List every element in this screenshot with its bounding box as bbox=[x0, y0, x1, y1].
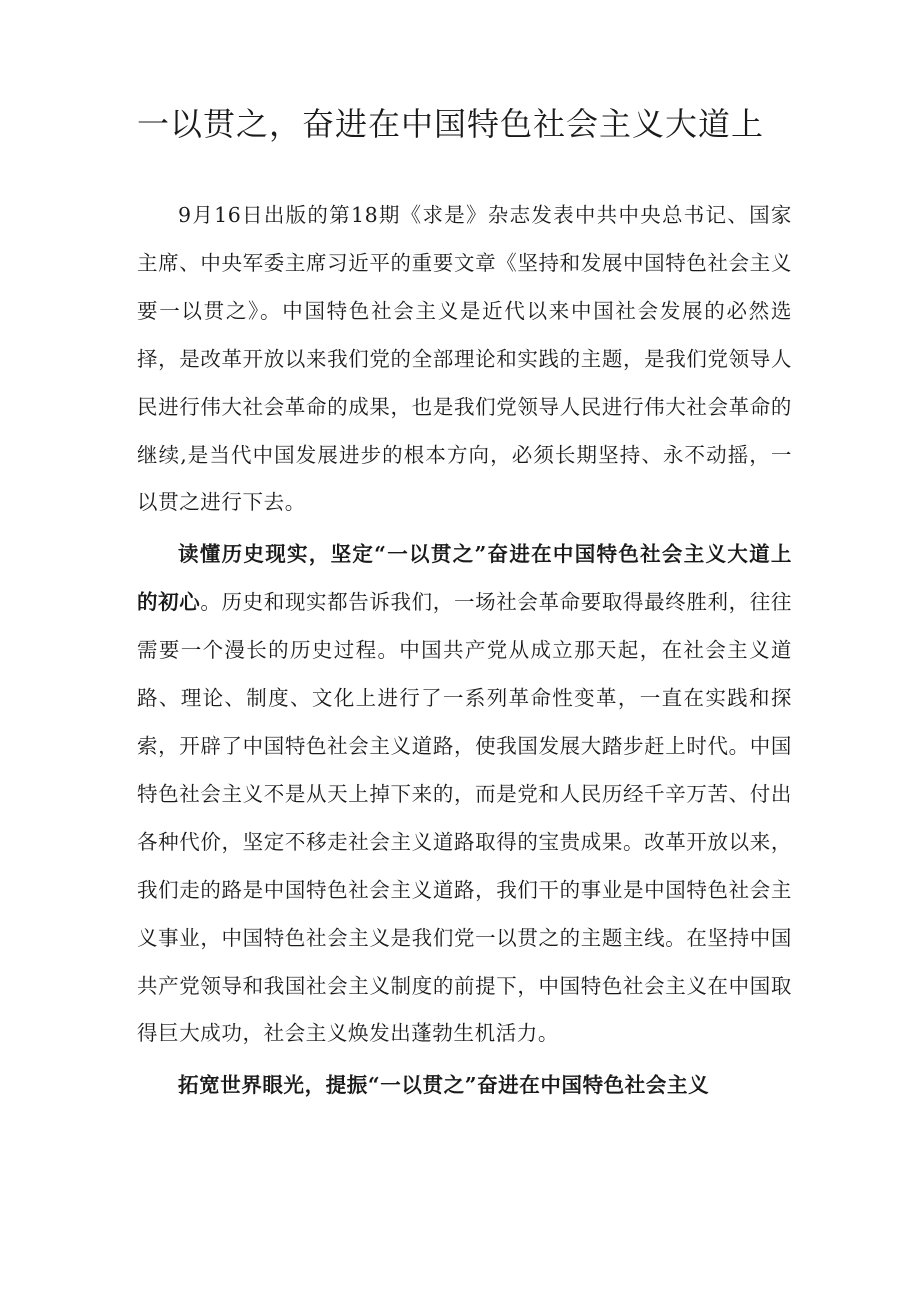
paragraph-intro bbox=[137, 192, 792, 527]
document-title: 一以贯之，奋进在中国特色社会主义大道上 bbox=[137, 105, 765, 143]
paragraph-text: 。历史和现实都告诉我们，一场社会革命要取得最终胜利，往往需要一个漫长的历史过程。中国共产党从成立那天起，在社会主义道路、理论、制度、文化上进行了一系列革命性变革，一直在实践和探索，开辟了中国特色社会主义道路，使我国发展大踏步赶上时代。中国特色社会主义不是从天上掉下来的，而是党和人民历经千辛万苦、付出各种代价，坚定不移走社会主义道路取得的宝贵成果。改革开放以来，我们走的路是中国特色社会主义道路，我们干的事业是中国特色社会主义事业，中国特色社会主义是我们党一以贯之的主题主线。在坚持中国共产党领导和我国社会主义制度的前提下，中国特色社会主义在中国取得巨大成功，社会主义焕发出蓬勃生机活力。 bbox=[137, 590, 792, 1046]
paragraph-lead: 拓宽世界眼光，提振“一以贯之”奋进在中国特色社会主义 bbox=[178, 1073, 710, 1098]
document-body bbox=[137, 192, 792, 1114]
paragraph-history bbox=[137, 531, 792, 1058]
paragraph-world bbox=[137, 1062, 792, 1110]
paragraph-text: 9月16日出版的第18期《求是》杂志发表中共中央总书记、国家主席、中央军委主席习近平的重要文章《坚持和发展中国特色社会主义要一以贯之》。中国特色社会主义是近代以来中国社会发展的必然选择，是改革开放以来我们党的全部理论和实践的主题，是我们党领导人民进行伟大社会革命的成果，也是我们党领导人民进行伟大社会革命的继续,是当代中国发展进步的根本方向，必须长期坚持、永不动摇，一以贯之进行下去。 bbox=[137, 203, 792, 515]
paragraph-lead: 读懂历史现实，坚定“一以贯之”奋进在中国特色社会主义大道上的初心 bbox=[137, 542, 792, 615]
